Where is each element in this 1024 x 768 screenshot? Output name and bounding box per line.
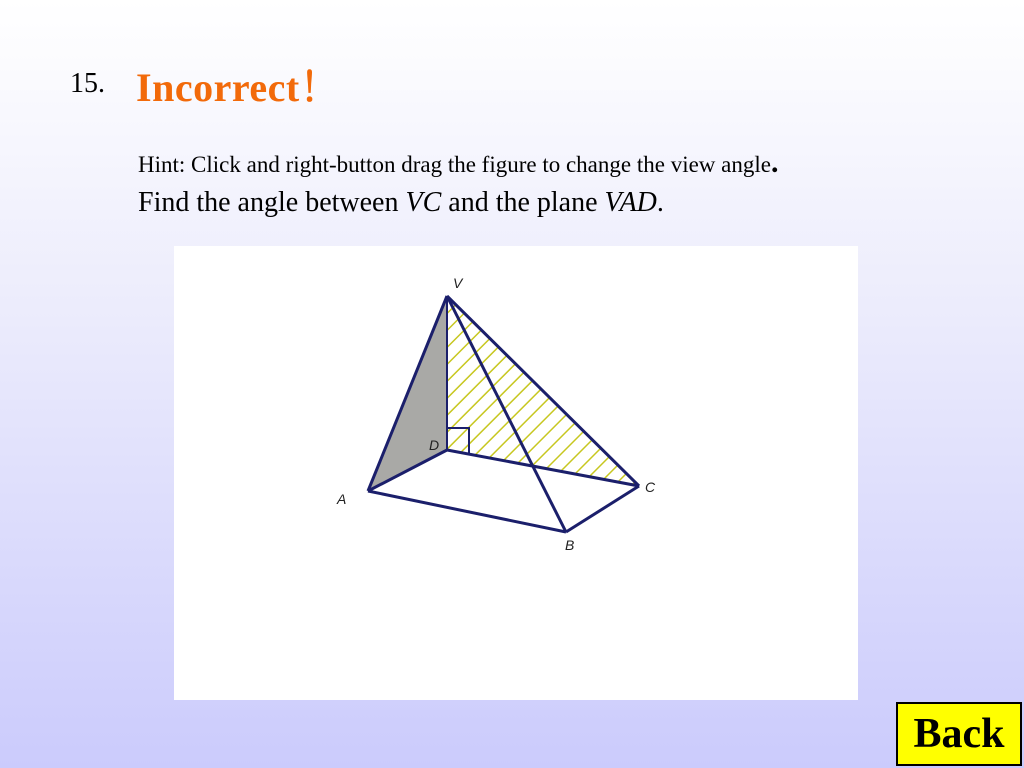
label-d: D: [429, 437, 440, 453]
label-b: B: [565, 537, 575, 553]
prompt-line-vc: VC: [405, 187, 442, 218]
back-button[interactable]: Back: [896, 702, 1022, 766]
pyramid-figure[interactable]: [174, 246, 858, 700]
edge-ab: [368, 491, 566, 532]
label-v: V: [453, 275, 463, 291]
question-prompt: [138, 187, 664, 219]
edge-bc: [566, 486, 639, 532]
question-number: 15.: [70, 68, 105, 99]
label-a: A: [337, 491, 347, 507]
hint-text: [138, 146, 778, 180]
prompt-period: .: [656, 187, 664, 218]
prompt-part1: Find the angle between: [138, 187, 406, 218]
result-status: Incorrect！: [136, 65, 341, 110]
prompt-plane-vad: VAD: [604, 187, 657, 218]
hint-body: Hint: Click and right-button drag the figure to change the view angle: [138, 152, 771, 177]
label-c: C: [645, 479, 656, 495]
pyramid-figure-viewer[interactable]: [174, 246, 858, 700]
prompt-part2: and the plane: [441, 187, 605, 218]
hint-period: .: [770, 146, 779, 179]
